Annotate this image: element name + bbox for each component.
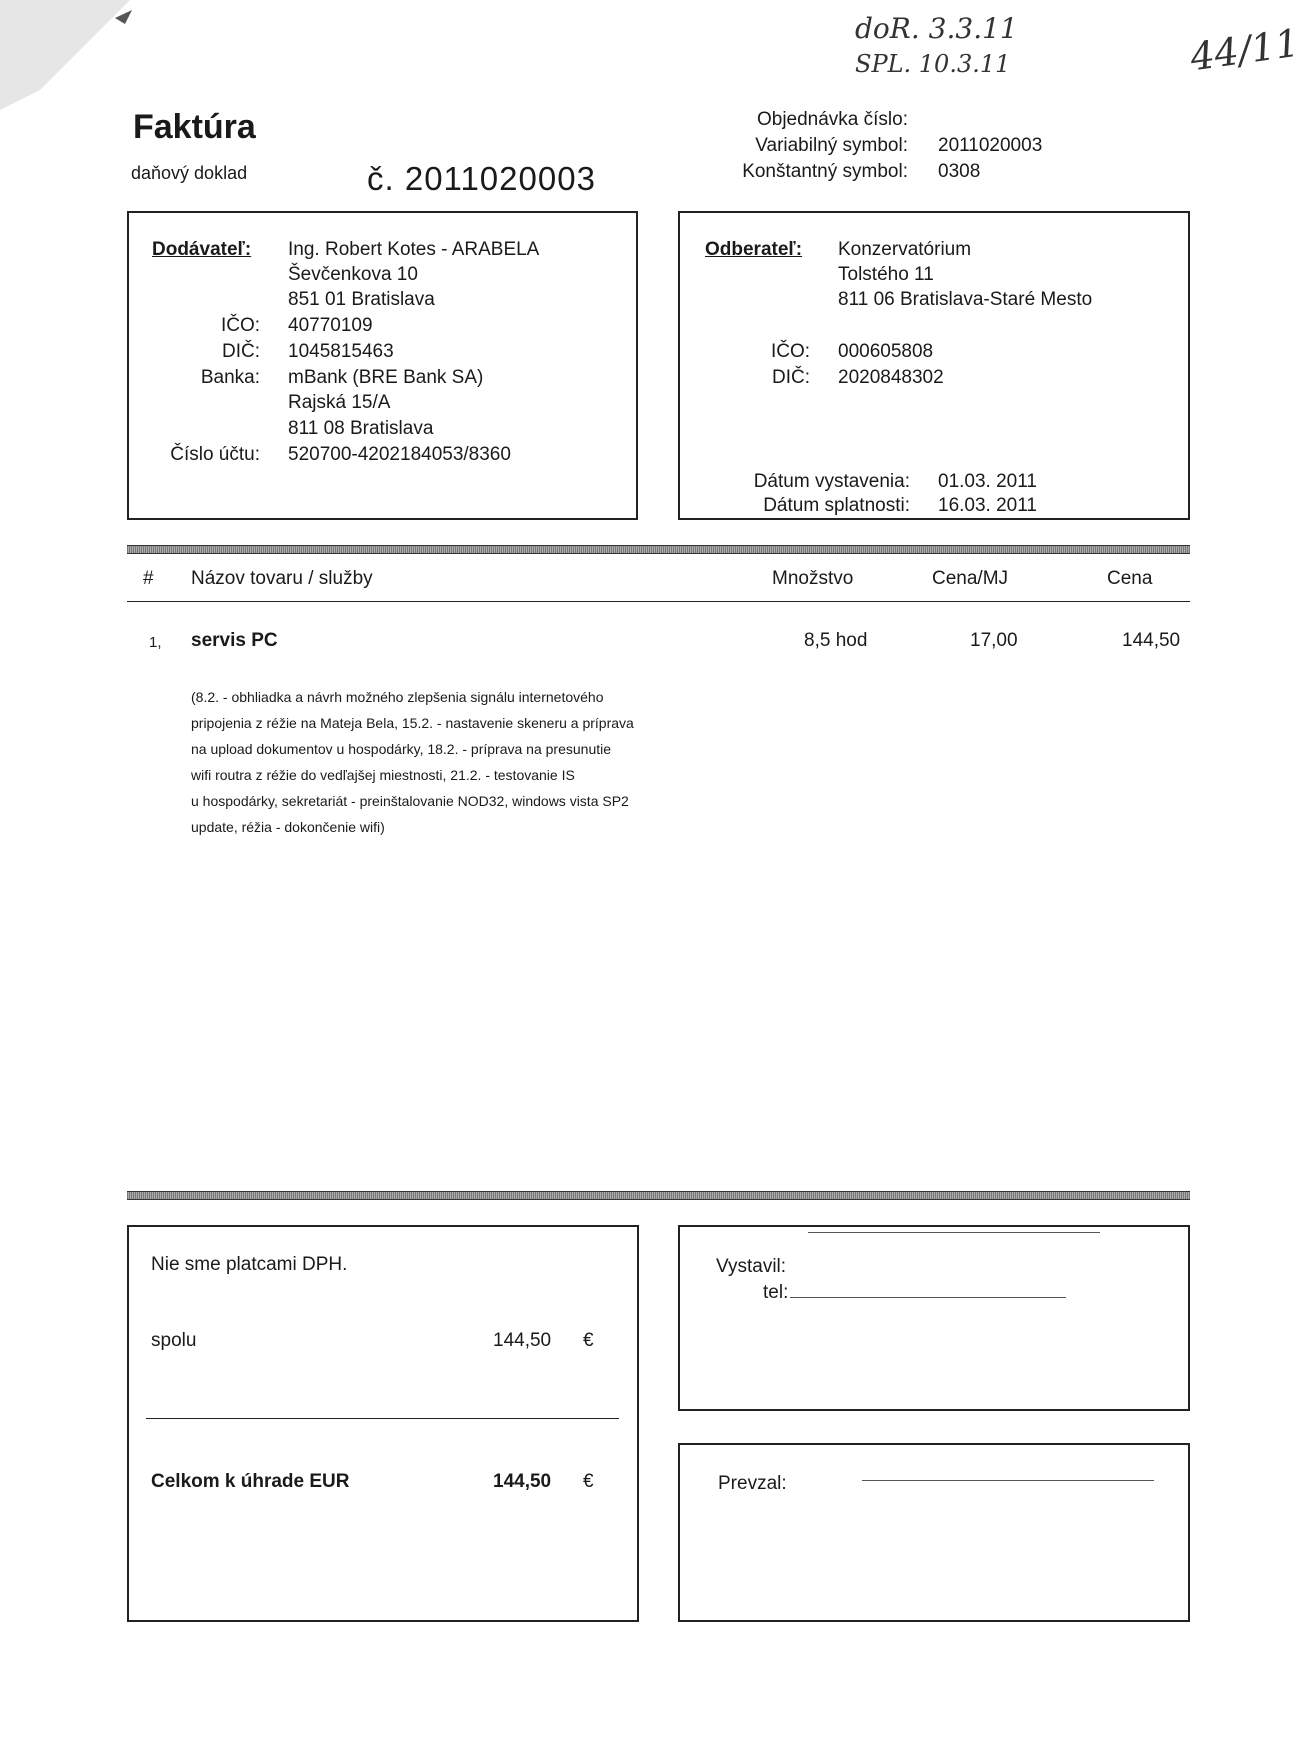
description-line: na upload dokumentov u hospodárky, 18.2. - príprava na presunutie bbox=[191, 741, 612, 757]
supplier-bank-label: Banka: bbox=[200, 367, 260, 388]
column-header-no: # bbox=[143, 568, 154, 589]
column-header-name: Názov tovaru / služby bbox=[191, 568, 373, 589]
column-header-price: Cena bbox=[1107, 568, 1153, 589]
customer-street: Tolstého 11 bbox=[838, 264, 934, 285]
supplier-name: Ing. Robert Kotes - ARABELA bbox=[288, 239, 540, 260]
total-currency: € bbox=[583, 1471, 594, 1492]
row-price: 144,50 bbox=[1122, 630, 1181, 651]
supplier-account: 520700-4202184053/8360 bbox=[288, 444, 511, 465]
customer-ico-label: IČO: bbox=[770, 341, 810, 362]
description-line: pripojenia z réžie na Mateja Bela, 15.2. - nastavenie skeneru a príprava bbox=[191, 715, 634, 731]
description-line: (8.2. - obhliadka a návrh možného zlepšenia signálu internetového bbox=[191, 689, 604, 705]
document-subtitle: daňový doklad bbox=[131, 163, 248, 183]
totals-box bbox=[127, 1225, 639, 1622]
received-by-line bbox=[862, 1480, 1154, 1481]
phone-label: tel: bbox=[763, 1282, 789, 1303]
column-header-unit-price: Cena/MJ bbox=[932, 568, 1009, 589]
issued-by-label: Vystavil: bbox=[716, 1256, 787, 1277]
vat-note: Nie sme platcami DPH. bbox=[151, 1254, 348, 1275]
column-header-qty: Množstvo bbox=[772, 568, 854, 589]
issue-date: 01.03. 2011 bbox=[938, 471, 1037, 492]
supplier-bank-city: 811 08 Bratislava bbox=[288, 418, 434, 439]
supplier-dic-label: DIČ: bbox=[222, 341, 260, 362]
total-label: Celkom k úhrade EUR bbox=[151, 1471, 350, 1492]
constant-symbol-label: Konštantný symbol: bbox=[742, 161, 908, 182]
row-number: 1, bbox=[149, 634, 162, 651]
handwritten-note-1: doR. 3.3.11 bbox=[855, 12, 1018, 45]
supplier-heading: Dodávateľ: bbox=[152, 239, 252, 260]
supplier-account-label: Číslo účtu: bbox=[170, 444, 260, 465]
supplier-street: Ševčenkova 10 bbox=[288, 264, 418, 285]
issued-by-line bbox=[808, 1232, 1100, 1233]
customer-dic: 2020848302 bbox=[838, 367, 944, 388]
customer-ico: 000605808 bbox=[838, 341, 934, 362]
order-label: Objednávka číslo: bbox=[756, 109, 908, 130]
phone-line bbox=[790, 1297, 1066, 1298]
subtotal-value: 144,50 bbox=[493, 1330, 552, 1351]
supplier-bank-name: mBank (BRE Bank SA) bbox=[288, 367, 484, 388]
customer-name: Konzervatórium bbox=[838, 239, 972, 260]
constant-symbol-value: 0308 bbox=[938, 161, 981, 182]
customer-city: 811 06 Bratislava-Staré Mesto bbox=[838, 289, 1093, 310]
table-bottom-band bbox=[127, 1191, 1190, 1200]
invoice-number: č. 2011020003 bbox=[367, 160, 596, 197]
subtotal-label: spolu bbox=[151, 1330, 197, 1351]
row-item-name: servis PC bbox=[191, 630, 278, 651]
document-title: Faktúra bbox=[133, 108, 256, 146]
row-unit-price: 17,00 bbox=[970, 630, 1018, 651]
supplier-bank-street: Rajská 15/A bbox=[288, 392, 391, 413]
subtotal-currency: € bbox=[583, 1330, 594, 1351]
row-quantity: 8,5 hod bbox=[804, 630, 868, 651]
table-header-divider bbox=[127, 601, 1190, 602]
row-description bbox=[191, 684, 711, 840]
description-line: update, réžia - dokončenie wifi) bbox=[191, 819, 385, 835]
due-date-label: Dátum splatnosti: bbox=[763, 495, 910, 516]
table-top-band bbox=[127, 545, 1190, 554]
handwritten-page-number: 44/11 bbox=[1187, 20, 1302, 80]
received-by-label: Prevzal: bbox=[718, 1473, 787, 1494]
supplier-ico: 40770109 bbox=[288, 315, 373, 336]
variable-symbol-value: 2011020003 bbox=[938, 135, 1043, 156]
supplier-ico-label: IČO: bbox=[220, 315, 260, 336]
supplier-city: 851 01 Bratislava bbox=[288, 289, 435, 310]
received-by-box bbox=[678, 1443, 1190, 1622]
description-line: u hospodárky, sekretariát - preinštalovanie NOD32, windows vista SP2 bbox=[191, 793, 629, 809]
description-line: wifi routra z réžie do vedľajšej miestnosti, 21.2. - testovanie IS bbox=[191, 767, 575, 783]
issued-by-box bbox=[678, 1225, 1190, 1411]
scan-corner-shadow bbox=[0, 0, 150, 120]
variable-symbol-label: Variabilný symbol: bbox=[755, 135, 908, 156]
customer-heading: Odberateľ: bbox=[705, 239, 803, 260]
issue-date-label: Dátum vystavenia: bbox=[753, 471, 910, 492]
handwritten-note-2: SPL. 10.3.11 bbox=[855, 50, 1011, 78]
total-value: 144,50 bbox=[493, 1471, 552, 1492]
customer-dic-label: DIČ: bbox=[772, 367, 810, 388]
totals-divider bbox=[146, 1418, 619, 1419]
due-date: 16.03. 2011 bbox=[938, 495, 1037, 516]
supplier-dic: 1045815463 bbox=[288, 341, 394, 362]
